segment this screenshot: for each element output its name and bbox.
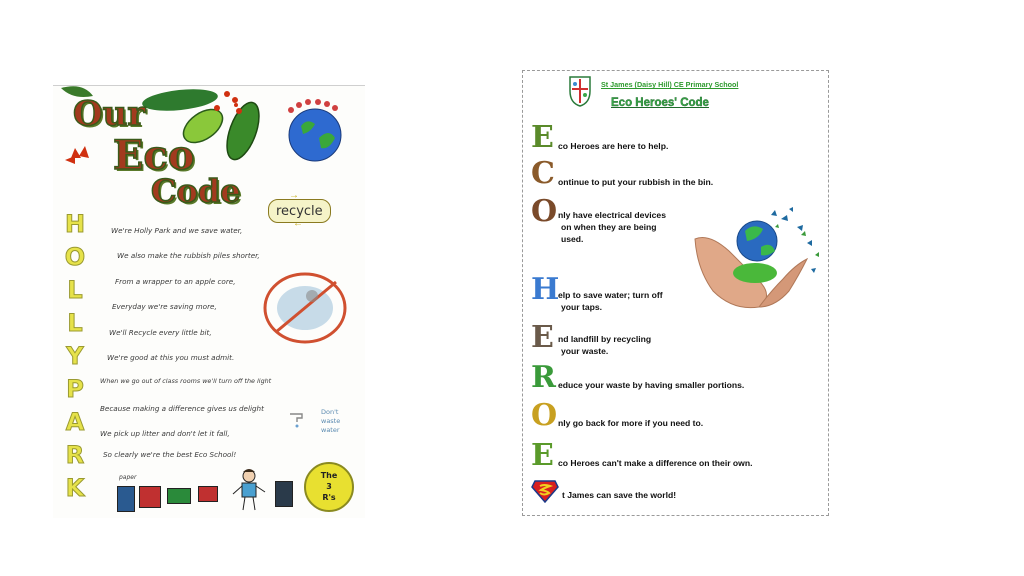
note-line: Don't — [321, 408, 339, 416]
recycle-label: recycle — [276, 204, 323, 219]
side-letter-h: H — [64, 210, 86, 238]
three-rs-line: R's — [322, 493, 336, 502]
acrostic-letter: O — [531, 398, 558, 433]
acrostic-line: your taps. — [561, 302, 603, 312]
note-line: waste — [321, 417, 341, 425]
school-crest-icon — [567, 75, 593, 107]
eco-heroes-code-sheet — [522, 70, 829, 516]
three-rs-line: 3 — [326, 482, 332, 491]
side-letter-o: O — [64, 243, 86, 271]
poem-line: We also make the rubbish piles shorter, — [117, 251, 260, 260]
acrostic-line: used. — [561, 234, 584, 244]
poster-title-eco: Eco — [113, 132, 195, 179]
recycling-bin-blue — [117, 486, 135, 512]
poster-title-our: Our — [73, 94, 146, 134]
poem-line: We'll Recycle every little bit, — [109, 328, 212, 337]
note-line: water — [321, 426, 340, 434]
acrostic-line: nly go back for more if you need to. — [558, 418, 704, 428]
poem-line: We pick up litter and don't let it fall, — [100, 429, 230, 438]
acrostic-letter: H — [531, 272, 560, 307]
acrostic-line: nly have electrical devices — [558, 210, 666, 220]
acrostic-line: nd landfill by recycling — [558, 334, 652, 344]
acrostic-line: t James can save the world! — [562, 490, 677, 500]
recycling-bin-dark — [275, 481, 293, 507]
poem-line: Because making a difference gives us delight — [100, 404, 264, 413]
no-litter-drawing — [260, 268, 350, 348]
poem-line: When we go out of class rooms we'll turn off the light — [100, 377, 272, 385]
side-letter-l: L — [67, 276, 83, 304]
three-rs-line: The — [320, 471, 338, 480]
recycling-bin-red-2 — [198, 486, 218, 502]
poem-line: Everyday we're saving more, — [112, 302, 217, 311]
acrostic-line: co Heroes can't make a difference on their own. — [558, 458, 753, 468]
acrostic-line: co Heroes are here to help. — [558, 141, 669, 151]
paper-label: paper — [119, 474, 137, 481]
tap-icon — [287, 408, 309, 430]
acrostic-letter: O — [531, 194, 558, 229]
poem-line: From a wrapper to an apple core, — [115, 277, 236, 286]
acrostic-letter: C — [531, 156, 555, 191]
side-letter-l-2: L — [67, 309, 83, 337]
superman-shield-icon — [531, 479, 559, 503]
dont-waste-water-note — [321, 408, 340, 435]
side-letter-k: K — [65, 474, 85, 502]
acrostic-letter: R — [531, 360, 556, 395]
poem-line: We're good at this you must admit. — [107, 353, 235, 362]
recycle-arrow-icon-2: ← — [293, 218, 303, 229]
globe-drawing — [281, 98, 351, 164]
acrostic-line: your waste. — [561, 346, 609, 356]
hands-holding-globe-image — [689, 207, 819, 315]
acrostic-line: ontinue to put your rubbish in the bin. — [558, 177, 714, 187]
acrostic-line: elp to save water; turn off — [558, 290, 663, 300]
our-eco-code-poster — [53, 85, 365, 518]
code-title: Eco Heroes' Code — [611, 97, 709, 109]
three-rs-circle — [304, 462, 354, 512]
acrostic-letter: E — [531, 438, 554, 473]
recycle-arrow-icon: → — [289, 190, 299, 201]
side-letter-p: P — [66, 375, 84, 403]
poem-line: We're Holly Park and we save water, — [111, 226, 243, 235]
child-drawing — [229, 468, 269, 512]
poem-line: So clearly we're the best Eco School! — [103, 450, 237, 459]
recycling-bin-red — [139, 486, 161, 508]
school-name: St James (Daisy Hill) CE Primary School — [601, 80, 739, 89]
recycling-bin-green — [167, 488, 191, 504]
side-letter-y: Y — [66, 342, 84, 370]
acrostic-line: on when they are being — [561, 222, 657, 232]
side-letter-a: A — [65, 408, 85, 436]
side-letter-r: R — [65, 441, 85, 469]
acrostic-letter: E — [531, 120, 554, 155]
acrostic-line: educe your waste by having smaller portions. — [558, 380, 745, 390]
acrostic-letter: E — [531, 320, 554, 355]
poster-title-code: Code — [151, 172, 241, 210]
